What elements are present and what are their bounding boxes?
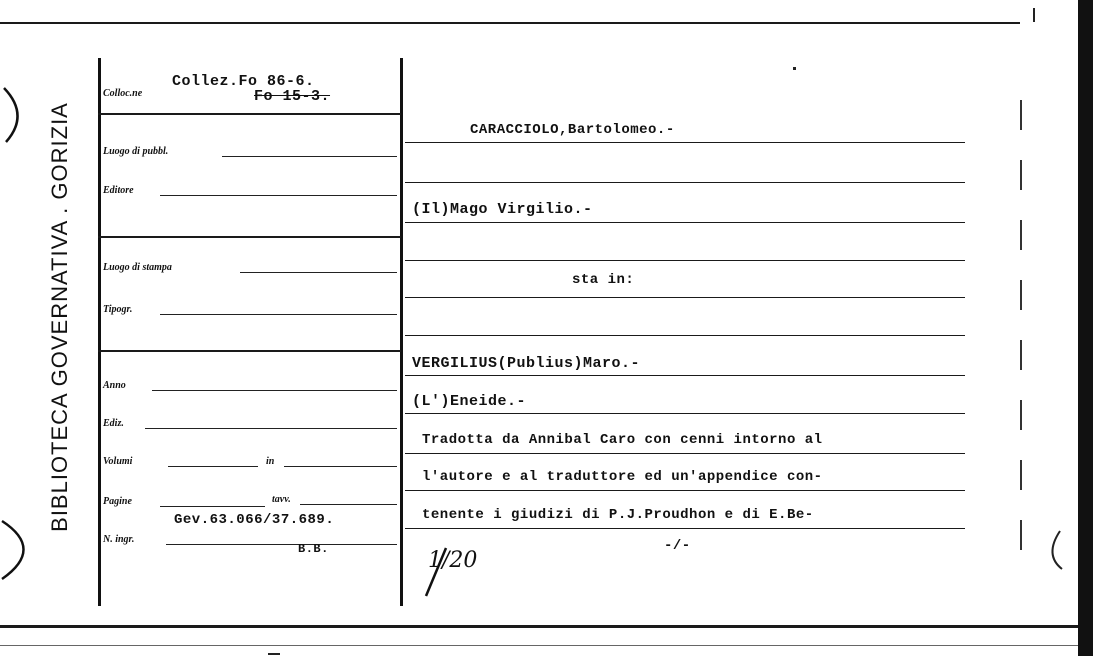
- collocazione-value-2: Fo 15-3.: [254, 88, 331, 105]
- top-tick: [1033, 8, 1035, 22]
- right-rule-1: [405, 142, 965, 143]
- left-sep-2: [98, 236, 401, 238]
- author-entry: CARACCIOLO,Bartolomeo.-: [470, 122, 675, 138]
- volumi-label: Volumi: [103, 456, 133, 467]
- in-label: in: [266, 456, 275, 467]
- bottom-rule-2: [0, 645, 1078, 646]
- description-line-3: tenente i giudizi di P.J.Proudhon e di E.Be-: [422, 507, 814, 523]
- description-line-2: l'autore e al traduttore ed un'appendice con-: [422, 469, 823, 485]
- n-ingr-suffix: B.B.: [298, 542, 329, 556]
- luogo-pubbl-label: Luogo di pubbl.: [103, 146, 169, 157]
- description-line-1: Tradotta da Annibal Caro con cenni intorno al: [422, 432, 823, 448]
- right-rule-9: [405, 453, 965, 454]
- left-sep-1: [98, 113, 401, 115]
- title-entry: (Il)Mago Virgilio.-: [412, 201, 593, 218]
- n-ingr-label: N. ingr.: [103, 534, 135, 545]
- right-edge-tick: [1020, 100, 1022, 580]
- punch-hole-top: [0, 80, 30, 150]
- anno-label: Anno: [103, 380, 126, 391]
- speck-2: [268, 653, 280, 655]
- pagine-label: Pagine: [103, 496, 132, 507]
- collocazione-label: Colloc.ne: [103, 88, 143, 99]
- right-rule-8: [405, 413, 965, 414]
- right-edge: [1078, 0, 1093, 656]
- handwritten-note: 1/20: [428, 548, 478, 573]
- right-rule-3: [405, 222, 965, 223]
- speck-1: [793, 67, 796, 70]
- title2-entry: (L')Eneide.-: [412, 393, 527, 410]
- library-name-vertical: BIBLIOTECA GOVERNATIVA . GORIZIA: [47, 102, 72, 532]
- center-column-rule: [400, 58, 403, 606]
- in-line: [284, 466, 397, 467]
- pagine-line: [160, 506, 265, 507]
- right-hole-mark: [1040, 525, 1080, 575]
- right-rule-5: [405, 297, 965, 298]
- right-rule-2: [405, 182, 965, 183]
- right-rule-7: [405, 375, 965, 376]
- tavv-label: tavv.: [272, 494, 291, 505]
- bottom-rule: [0, 625, 1078, 628]
- collocazione-value-1: Collez.Fo 86-6.: [172, 73, 315, 90]
- left-sep-3: [98, 350, 401, 352]
- n-ingr-value: Gev.63.066/37.689.: [174, 512, 335, 528]
- top-rule: [0, 22, 1020, 24]
- author2-entry: VERGILIUS(Publius)Maro.-: [412, 355, 641, 372]
- right-rule-11: [405, 528, 965, 529]
- ediz-label: Ediz.: [103, 418, 124, 429]
- luogo-pubbl-line: [222, 156, 397, 157]
- left-column-rule: [98, 58, 101, 606]
- anno-line: [152, 390, 397, 391]
- luogo-stampa-line: [240, 272, 397, 273]
- editore-label: Editore: [103, 185, 134, 196]
- sta-in-entry: sta in:: [572, 272, 635, 288]
- n-ingr-line: [166, 544, 397, 545]
- tipogr-line: [160, 314, 397, 315]
- punch-hole-bottom: [0, 515, 45, 585]
- ediz-line: [145, 428, 397, 429]
- right-rule-6: [405, 335, 965, 336]
- right-rule-4: [405, 260, 965, 261]
- volumi-line: [168, 466, 258, 467]
- editore-line: [160, 195, 397, 196]
- luogo-stampa-label: Luogo di stampa: [103, 262, 172, 273]
- handwritten-stroke: [420, 540, 460, 600]
- right-rule-10: [405, 490, 965, 491]
- tavv-line: [300, 504, 397, 505]
- tipogr-label: Tipogr.: [103, 304, 133, 315]
- description-end-mark: -/-: [664, 538, 691, 554]
